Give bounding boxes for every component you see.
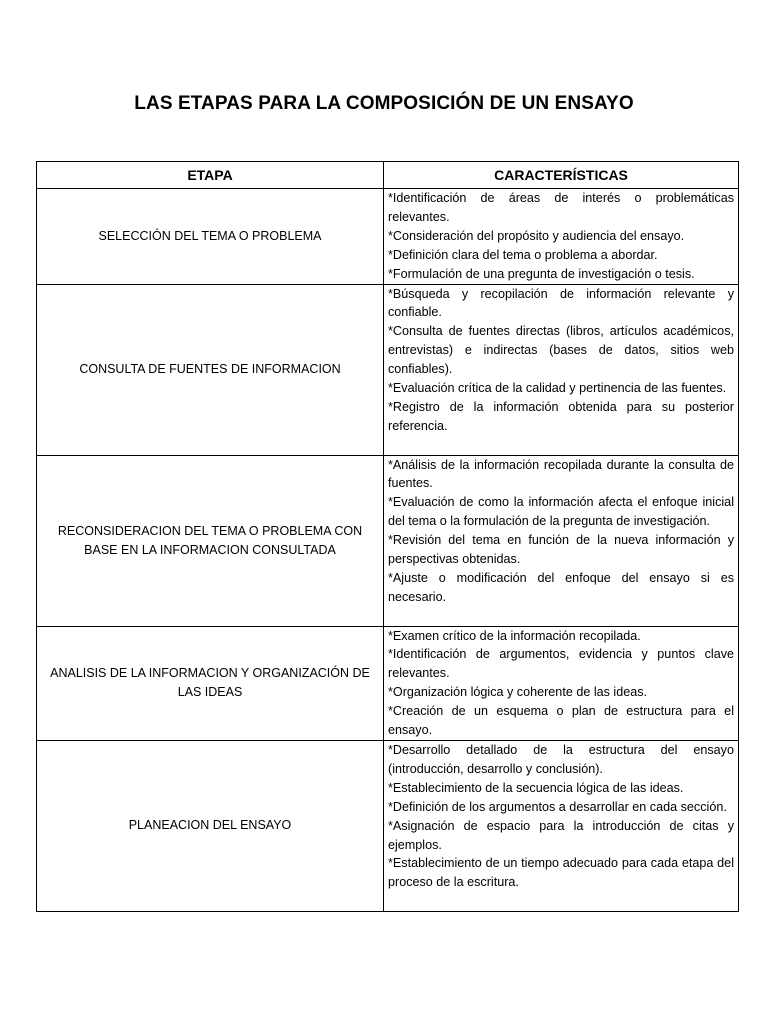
characteristic-item: *Ajuste o modificación del enfoque del ensayo si es necesario.: [388, 570, 734, 604]
stage-characteristics-cell: [384, 740, 739, 911]
characteristic-item: *Evaluación crítica de la calidad y pertinencia de las fuentes.: [388, 381, 727, 396]
stage-name-cell: RECONSIDERACION DEL TEMA O PROBLEMA CON BASE EN LA INFORMACION CONSULTADA: [37, 455, 384, 626]
characteristic-item: *Búsqueda y recopilación de información relevante y confiable.: [388, 286, 734, 320]
characteristic-item: *Formulación de una pregunta de investigación o tesis.: [388, 266, 695, 281]
stage-name-cell: SELECCIÓN DEL TEMA O PROBLEMA: [37, 189, 384, 285]
characteristic-item: *Identificación de argumentos, evidencia y puntos clave relevantes.: [388, 647, 734, 681]
characteristic-item: *Identificación de áreas de interés o problemáticas relevantes.: [388, 191, 734, 224]
stage-characteristics-cell: [384, 626, 739, 740]
characteristic-item: *Creación de un esquema o plan de estructura para el ensayo.: [388, 704, 734, 738]
stages-table: [36, 161, 739, 912]
characteristic-item: *Revisión del tema en función de la nueva información y perspectivas obtenidas.: [388, 533, 734, 567]
stages-table-body: [37, 189, 739, 912]
characteristic-item: *Evaluación de como la información afecta el enfoque inicial del tema o la formulación de la pregunta de investigación.: [388, 495, 734, 529]
characteristic-item: *Asignación de espacio para la introducción de citas y ejemplos.: [388, 818, 734, 852]
table-row: [37, 740, 739, 911]
table-row: [37, 284, 739, 455]
document-title: LAS ETAPAS PARA LA COMPOSICIÓN DE UN ENSAYO: [134, 93, 634, 114]
stage-name-cell: CONSULTA DE FUENTES DE INFORMACION: [37, 284, 384, 455]
characteristic-item: *Establecimiento de un tiempo adecuado para cada etapa del proceso de la escritura.: [388, 856, 734, 890]
stage-characteristics-cell: [384, 284, 739, 455]
characteristic-item: *Definición clara del tema o problema a abordar.: [388, 247, 658, 262]
characteristic-item: *Análisis de la información recopilada durante la consulta de fuentes.: [388, 457, 734, 491]
table-header-row: [37, 162, 739, 189]
table-row: [37, 189, 739, 285]
header-caracteristicas: CARACTERÍSTICAS: [384, 162, 739, 189]
characteristic-item: *Desarrollo detallado de la estructura del ensayo (introducción, desarrollo y conclusión).: [388, 742, 734, 776]
table-row: [37, 626, 739, 740]
characteristic-item: *Registro de la información obtenida para su posterior referencia.: [388, 399, 734, 433]
characteristic-item: *Examen crítico de la información recopilada.: [388, 628, 641, 643]
characteristic-item: *Organización lógica y coherente de las ideas.: [388, 685, 648, 700]
characteristic-item: *Definición de los argumentos a desarrollar en cada sección.: [388, 799, 727, 814]
header-etapa: ETAPA: [37, 162, 384, 189]
characteristic-item: *Consideración del propósito y audiencia del ensayo.: [388, 228, 685, 243]
stage-characteristics-cell: [384, 455, 739, 626]
stage-name-cell: PLANEACION DEL ENSAYO: [37, 740, 384, 911]
stage-name-cell: ANALISIS DE LA INFORMACION Y ORGANIZACIÓN DE LAS IDEAS: [37, 626, 384, 740]
characteristic-item: *Establecimiento de la secuencia lógica de las ideas.: [388, 780, 684, 795]
table-row: [37, 455, 739, 626]
characteristic-item: *Consulta de fuentes directas (libros, artículos académicos, entrevistas) e indirectas (bases de datos, sitios web confiables).: [388, 324, 734, 377]
stage-characteristics-cell: [384, 189, 739, 285]
